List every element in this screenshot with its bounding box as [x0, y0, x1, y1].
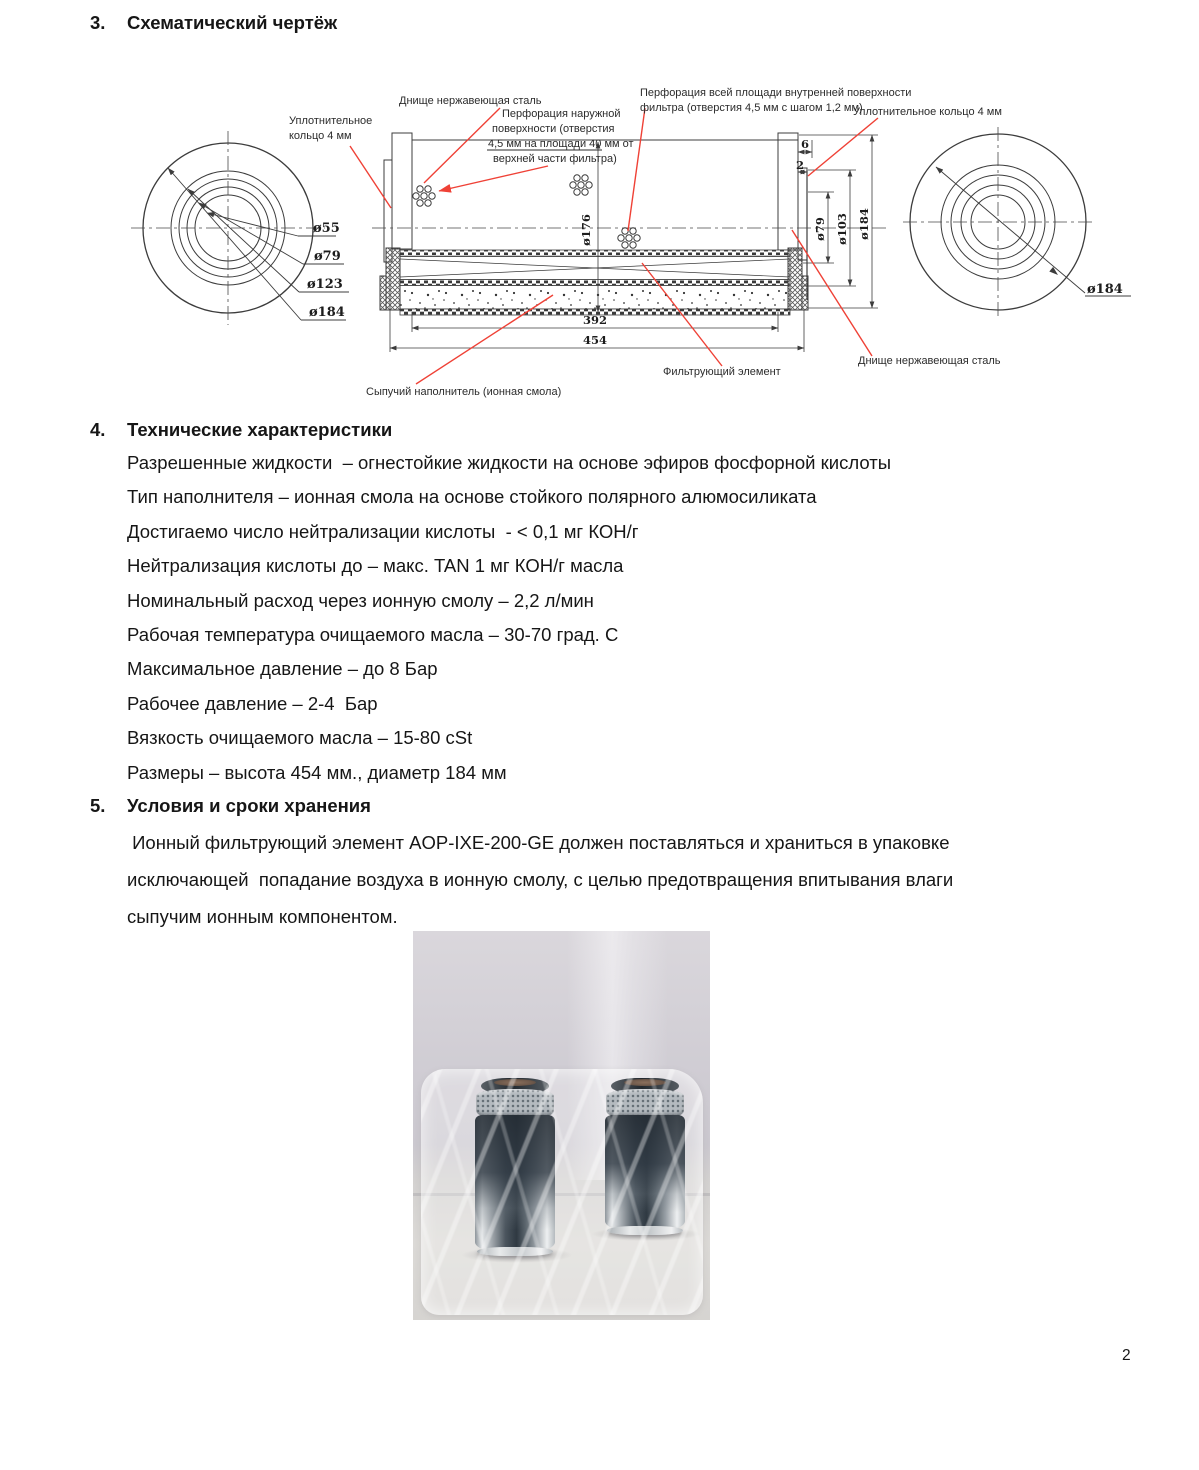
- spec-line: Рабочая температура очищаемого масла – 30-70 град. С: [127, 623, 619, 645]
- paragraph-line: Ионный фильтрующий элемент AOP-IXE-200-GE должен поставляться и храниться в упаковке: [127, 832, 950, 853]
- label-filler: Сыпучий наполнитель (ионная смола): [366, 386, 562, 398]
- plastic-wrap-highlights: [421, 1069, 703, 1315]
- label-seal-left-2: кольцо 4 мм: [289, 130, 352, 142]
- storage-paragraph: [127, 832, 953, 943]
- spec-line: Достигаемо число нейтрализации кислоты - < 0,1 мг КОН/г: [127, 520, 639, 542]
- section-3-title: Схематический чертёж: [127, 12, 338, 33]
- spec-line: Максимальное давление – до 8 Бар: [127, 658, 438, 680]
- dim-454: 454: [583, 333, 608, 347]
- section-4-title: Технические характеристики: [127, 419, 393, 440]
- paragraph-line: сыпучим ионным компонентом.: [127, 906, 398, 927]
- label-perf-outer-2: поверхности (отверстия: [492, 123, 615, 135]
- dim-d103: ø103: [835, 213, 849, 245]
- filter-bed: [400, 250, 790, 315]
- spec-line: Тип наполнителя – ионная смола на основе стойкого полярного алюмосиликата: [127, 486, 817, 508]
- label-filter-element: Фильтрующий элемент: [663, 366, 781, 378]
- label-perf-inner-2: фильтра (отверстия 4,5 мм с шагом 1,2 мм): [640, 102, 863, 114]
- label-perf-outer-4: верхней части фильтра): [493, 153, 617, 165]
- section-5-heading: [90, 795, 371, 817]
- page-number: 2: [1122, 1347, 1131, 1364]
- section-4-number: 4.: [90, 419, 106, 440]
- label-perf-outer-1: Перфорация наружной: [502, 108, 621, 120]
- section-4-heading: [90, 419, 392, 441]
- dim-d123: ø123: [307, 277, 343, 292]
- paragraph-line: исключающей попадание воздуха в ионную смолу, с целью предотвращения впитывания влаги: [127, 869, 954, 890]
- dim-6: 6: [801, 137, 810, 151]
- label-perf-inner-1: Перфорация всей площади внутренней поверхности: [640, 87, 912, 99]
- section-3-number: 3.: [90, 12, 106, 33]
- spec-line: Рабочее давление – 2-4 Бар: [127, 692, 378, 714]
- spec-line: Размеры – высота 454 мм., диаметр 184 мм: [127, 761, 507, 783]
- side-section-view: [372, 133, 886, 352]
- dim-d184-right: ø184: [857, 208, 871, 240]
- tech-spec-list: [127, 452, 891, 796]
- dim-392: 392: [583, 313, 608, 327]
- dim-d55: ø55: [313, 221, 340, 236]
- dim-d184: ø184: [309, 305, 345, 320]
- section-5-number: 5.: [90, 795, 106, 816]
- label-bottom-steel-bottom: Днище нержавеющая сталь: [858, 355, 1001, 367]
- product-photo: [413, 931, 710, 1320]
- perforation-holes: [413, 175, 640, 248]
- dim-2: 2: [796, 158, 805, 172]
- dim-d79: ø79: [314, 249, 341, 264]
- schematic-drawing: [0, 0, 1199, 415]
- label-seal-left-1: Уплотнительное: [289, 115, 373, 127]
- spec-line: Номинальный расход через ионную смолу – 2,2 л/мин: [127, 589, 594, 611]
- spec-line: Вязкость очищаемого масла – 15-80 cSt: [127, 727, 473, 749]
- dim-d176: ø176: [579, 214, 593, 246]
- spec-line: Разрешенные жидкости – огнестойкие жидкости на основе эфиров фосфорной кислоты: [127, 452, 891, 473]
- label-perf-outer-3: 4,5 мм на площади 40 мм от: [488, 138, 634, 150]
- dim-d184-circle: ø184: [1087, 282, 1123, 297]
- label-bottom-steel-top: Днище нержавеющая сталь: [399, 95, 542, 107]
- section-5-title: Условия и сроки хранения: [127, 795, 371, 816]
- label-seal-right: Уплотнительное кольцо 4 мм: [853, 106, 1002, 118]
- spec-line: Нейтрализация кислоты до – макс. TAN 1 мг КОН/г масла: [127, 555, 624, 577]
- dim-d79-right: ø79: [813, 217, 827, 241]
